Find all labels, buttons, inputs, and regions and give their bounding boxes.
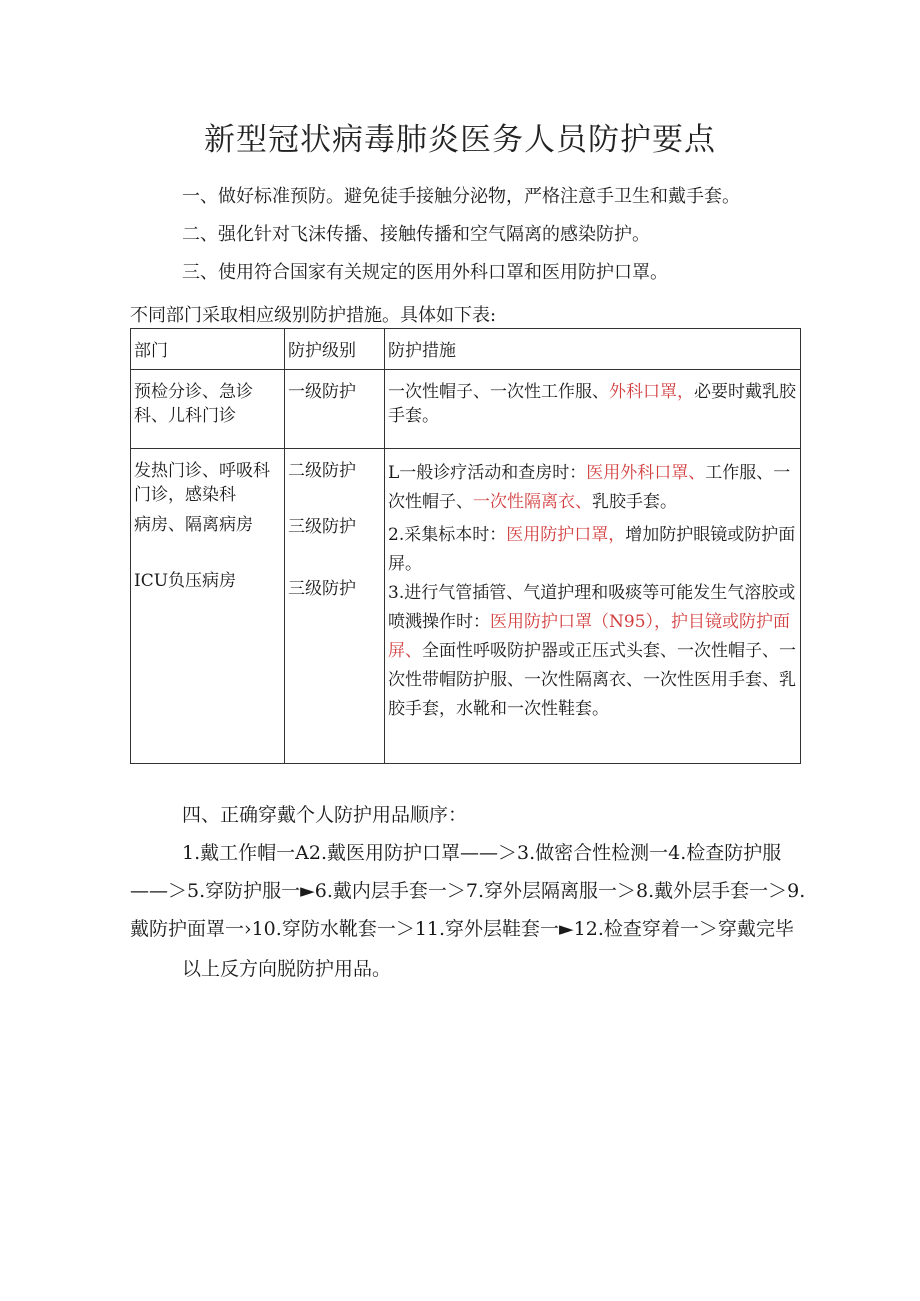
measure-text: 一次性帽子、一次性工作服、: [388, 382, 609, 402]
header-dept: 部门: [131, 329, 285, 370]
measure-text: 2.采集标本时：: [388, 525, 507, 545]
measure-text: 乳胶手套。: [592, 492, 677, 512]
table-row: [131, 370, 801, 449]
measure-text: 工作服、一次性帽子、: [388, 463, 791, 512]
section4-heading: 四、正确穿戴个人防护用品顺序：: [182, 804, 468, 826]
measures-cell: [385, 449, 801, 764]
measure-text: 全面性呼吸防护器或正压式头套、一次性帽子、一次性带帽防护服、一次性隔离衣、一次性医用手套、乳胶手套，水靴和一次性鞋套。: [388, 641, 796, 719]
point-1: 一、做好标准预防。避免徒手接触分泌物，严格注意手卫生和戴手套。: [182, 186, 740, 207]
measure-text: 增加防护眼镜或防护面屏。: [388, 525, 796, 574]
measure-highlight: 医用外科口罩、: [586, 463, 706, 483]
measure-text: L一般诊疗活动和查房时：: [388, 463, 587, 483]
level-3: 三级防护: [288, 517, 356, 537]
dept-fever: 发热门诊、呼吸科门诊，感染科: [134, 461, 270, 505]
measure-highlight: 医用防护口罩，: [506, 525, 626, 545]
measure-highlight: 一次性隔离衣、: [473, 492, 592, 512]
table-intro: 不同部门采取相应级别防护措施。具体如下表:: [130, 305, 497, 326]
dept-cell: 预检分诊、急诊科、儿科门诊: [131, 370, 285, 449]
measure-highlight: 外科口罩，: [609, 382, 694, 402]
point-3: 三、使用符合国家有关规定的医用外科口罩和医用防护口罩。: [182, 262, 668, 283]
measure-text: 必要时戴乳胶手套。: [388, 382, 796, 426]
level-2: 二级防护: [288, 461, 356, 481]
level-cell: 一级防护: [285, 370, 385, 449]
dept-icu: ICU负压病房: [134, 571, 237, 591]
header-measures: 防护措施: [385, 329, 801, 370]
measure-highlight: 医用防护口罩（N95），护目镜或防护面屏、: [388, 612, 791, 661]
donning-section: [130, 804, 810, 988]
donning-steps: 1.戴工作帽一A2.戴医用防护口罩——＞3.做密合性检测一4.检查防护服——＞5.穿防护服一►6.戴内层手套一＞7.穿外层隔离服一＞8.戴外层手套一＞9.戴防护面罩一›10.穿防水靴套一＞11.穿外层鞋套一►12.检查穿着一＞穿戴完毕: [130, 842, 806, 940]
page-title: 新型冠状病毒肺炎医务人员防护要点: [204, 122, 716, 158]
point-2: 二、强化针对飞沫传播、接触传播和空气隔离的感染防护。: [182, 224, 650, 245]
dept-cell: [131, 449, 285, 764]
level-cell: [285, 449, 385, 764]
table-header-row: [131, 329, 801, 370]
measures-cell: [385, 370, 801, 449]
table-row: [131, 449, 801, 764]
measure-text: 3.进行气管插管、气道护理和吸痰等可能发生气溶胶或喷溅操作时：: [388, 583, 796, 632]
header-level: 防护级别: [285, 329, 385, 370]
doffing-note: 以上反方向脱防护用品。: [182, 958, 392, 980]
level-3: 三级防护: [288, 579, 356, 599]
dept-ward: 病房、隔离病房: [134, 515, 253, 535]
protection-table: [130, 328, 801, 764]
